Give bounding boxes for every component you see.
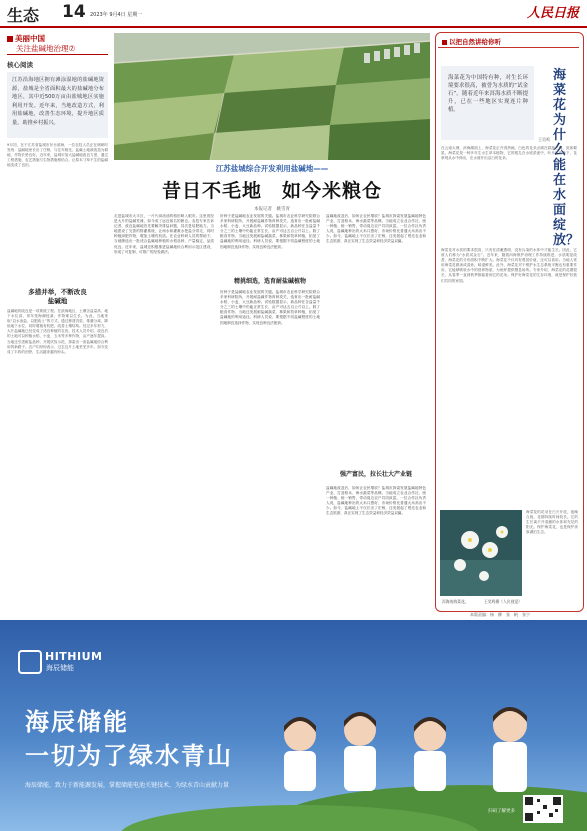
feature-intro-text: 海菜花为中国特有种，对生长环境要求很高，被誉为水质的“试金石”。随着近年来洱海水质不断提升，已在一些地区实现连片种植。 xyxy=(448,75,528,113)
feature-title: 海菜花为什么能在水面绽放？ xyxy=(553,68,580,248)
article-column-2 xyxy=(220,214,320,599)
photo-credit: 王昊鸣摄（人民视觉） xyxy=(484,599,522,604)
brand-name-cn: 海辰储能 xyxy=(46,664,74,672)
photo-caption: 洱海的海菜花。 xyxy=(442,599,469,604)
page-number: 14 xyxy=(62,2,86,22)
section-name: 生态 xyxy=(7,6,40,25)
section-heading-cont: 盐碱地 xyxy=(47,297,68,305)
qr-caption: 扫码了解更多 xyxy=(488,809,515,814)
feature-body-3: 海菜花的花朵在白天开放，夜晚合拢，花期持续时间较长。它的生长离不开清澈的水体和充足的阳光。保护海菜花，也是保护高原湖泊生态。 xyxy=(526,510,578,535)
brand-logo-icon xyxy=(18,650,42,674)
masthead xyxy=(0,0,587,28)
feature-tag: 以把自然讲给你听 xyxy=(442,37,501,46)
divider xyxy=(7,54,108,55)
issue-date: 2023年 9月4日 星期一 xyxy=(90,12,143,18)
article-kicker: 江苏盐城综合开发利用盐碱地—— xyxy=(215,164,329,173)
article-column-3-top: 盐碱地改造后，如何让农民增收？盐城市探索发展盐碱地特色产业，打造稻米、海水蔬菜等品牌。当地成立农业合作社，统一种植、统一销售，带动周边农户共同致富。一位合作社负责人说，盐碱地种出的大米口感好，市场价格比普通大米高出不少。如今，盐碱地上不仅长出了庄稼，还发展起了观光农业和生态旅游，真正实现了生态效益和经济效益双赢。 xyxy=(326,214,426,244)
newspaper-logo: 人民日报 xyxy=(527,6,580,21)
divider xyxy=(438,47,579,48)
water-flower-photo xyxy=(440,510,522,596)
article-column-3-bottom: 盐碱地改造后，如何让农民增收？盐城市探索发展盐碱地特色产业，打造稻米、海水蔬菜等品牌。当地成立农业合作社，统一种植、统一销售，带动周边农户共同致富。一位合作社负责人说，盐碱地种出的大米口感好，市场价格比普通大米高出不少。如今，盐碱地上不仅长出了庄稼，还发展起了观光农业和生态旅游，真正实现了生态效益和经济效益双赢。 xyxy=(326,486,426,516)
article-column-2-top: 好种子是盐碱地农业发展的关键。盐城市农业科学研究院联合多家科研院所，开展耐盐碱作物育种攻关，选育出一批耐盐碱水稻、小麦、大豆新品种。试验数据显示，新品种在含盐量千分之三的土壤中仍能正常生长，亩产可达五百公斤以上。除了粮食作物，当地还发展耐盐碱蔬菜、林果和牧草种植，拓宽了盐碱地的利用途径。科研人员说，要根据不同盐碱程度的土地因地制宜选择作物，实现良种良法配套。 xyxy=(220,214,320,249)
section-heading: 多措并举，不断改良 xyxy=(28,288,87,296)
ad-tagline: 海辰储能，致力于新能源发展，掌握储能电池关键技术，为绿水青山贡献力量 xyxy=(25,782,230,789)
page-editors: 本版责编：杨 柳 张 帆 张宁 xyxy=(470,612,530,617)
article-headline: 昔日不毛地 如今米粮仓 xyxy=(161,180,382,202)
subheading-breeding: 精挑细选，选育耐盐碱植物 xyxy=(233,278,306,285)
brand-name-en: HITHIUM xyxy=(45,650,103,663)
feature-body-2: 海菜花对水质的要求很高，只有在清澈透明、没有污染的水体中才能生长。因此，它被人们称为“水质试金石”。近年来，随着洱海保护治理工作持续推进，水质明显改善，海菜花的分布面积不断扩大。海菜花不仅具有观赏价值，还可以食用。当地人常用海菜花做汤或清炒，味道鲜美。此外，海菜花对于维护水生态系统平衡也有重要作用，它能够吸收水中的营养物质，为鱼虾提供栖息场所。专家介绍，海菜花的花期很长，从春季一直到秋季都能看到它的花朵。保护好海菜花的生存环境，就是保护好我们共同的家园。 xyxy=(441,248,577,283)
left-body-text: 盐碱地的改良是一项系统工程。在滨海地区，土壤含盐量高、地下水位高，常年受海潮侵袭，作物难以生长。为此，当地采取“以水治盐、以肥改土”的方式，通过修建沟渠、排灌分离，降低地下水位，同时增施有机肥，改善土壤结构。经过多年努力，大片盐碱地已经变成了适宜种植的农田。技术人员介绍，改良后的土地可以种植水稻、小麦、玉米等多种作物，亩产逐年提高。当地还引进耐盐品种，开展试验示范，探索出一条盐碱地综合利用的新路子。农户们纷纷表示，过去这片土地荒芜多年，如今变成了丰收的田野，生活越来越有盼头。 xyxy=(7,309,108,354)
column-subtitle: 关注盐碱地治理⑦ xyxy=(16,44,76,53)
article-byline: 本报记者 姚雪青 xyxy=(254,207,290,212)
article-column-2-bottom: 好种子是盐碱地农业发展的关键。盐城市农业科学研究院联合多家科研院所，开展耐盐碱作物育种攻关，选育出一批耐盐碱水稻、小麦、大豆新品种。试验数据显示，新品种在含盐量千分之三的土壤中仍能正常生长，亩产可达五百公斤以上。除了粮食作物，当地还发展耐盐碱蔬菜、林果和牧草种植，拓宽了盐碱地的利用途径。科研人员说，要根据不同盐碱程度的土地因地制宜选择作物，实现良种良法配套。 xyxy=(220,290,320,325)
lead-paragraph: 9月初，在于江苏省盐城市东台滨海，一位农技人员正在调研时发现：盐碱地里长出了庄稼，与往年相比，盐碱土地被改造为耕地，作物长势良好。近年来，盐城市加大盐碱地改良力度，通过工程措施、农艺措施与生物措施相结合，让原本寸草不生的盐碱地变成了良田。 xyxy=(7,143,108,168)
core-reading-heading: 核心阅读 xyxy=(7,61,33,69)
feature-body-1: 在云南大理，洱海湖面上，海菜花正开得热闹。白色的花朵点缀在碧波之间，犹如繁星。海菜花是一种多年生水生草本植物，它的根扎在水底淤泥中，叶片沉在水下，花葶则从水中伸出，在水面开出洁白的花朵。 xyxy=(441,146,577,161)
ad-slogan-line2: 一切为了绿水青山 xyxy=(25,742,233,770)
ad-slogan-line1: 海辰储能 xyxy=(25,708,129,736)
article-column-3 xyxy=(326,214,426,599)
core-reading-text: 江苏沿海地区拥有滩涂湿地的盐碱地资源，盐城是全省面积最大的盐碱地分布地区，其中近500万亩由盐城地区实施利用开发。近年来，当地改造方式，利用盐碱地，改善生态环境，提升地区质量，助推乡村振兴。 xyxy=(12,77,104,126)
subheading-industry: 强产富民，拉长壮大产业链 xyxy=(339,471,412,478)
square-icon xyxy=(442,40,447,45)
article-column-1: 走进盐城市大丰区，一片片绿油油的稻田映入眼帘。这里曾经是大片的盐碱荒滩，如今成了远近闻名的粮仓。农技专家告诉记者，改良盐碱地首先要解决排盐问题，其次是培肥地力。当地建设了完善的排灌系统，让雨水和灌溉水把盐分带走，同时种植绿肥作物，增加土壤有机质。在农业科研人员的帮助下，当地筛选出一批适合盐碱地种植的水稻品种，产量稳定，品质优良。近年来，盐城还积极推进盐碱地综合利用示范区建设，形成了可复制、可推广的经验做法。 xyxy=(114,214,214,254)
qr-code-icon[interactable] xyxy=(523,795,563,823)
column-brand: 美丽中国 xyxy=(7,33,45,44)
farmland-aerial-photo xyxy=(114,33,430,160)
feature-author: 王昊鸣 xyxy=(538,137,550,142)
square-icon xyxy=(7,36,13,42)
